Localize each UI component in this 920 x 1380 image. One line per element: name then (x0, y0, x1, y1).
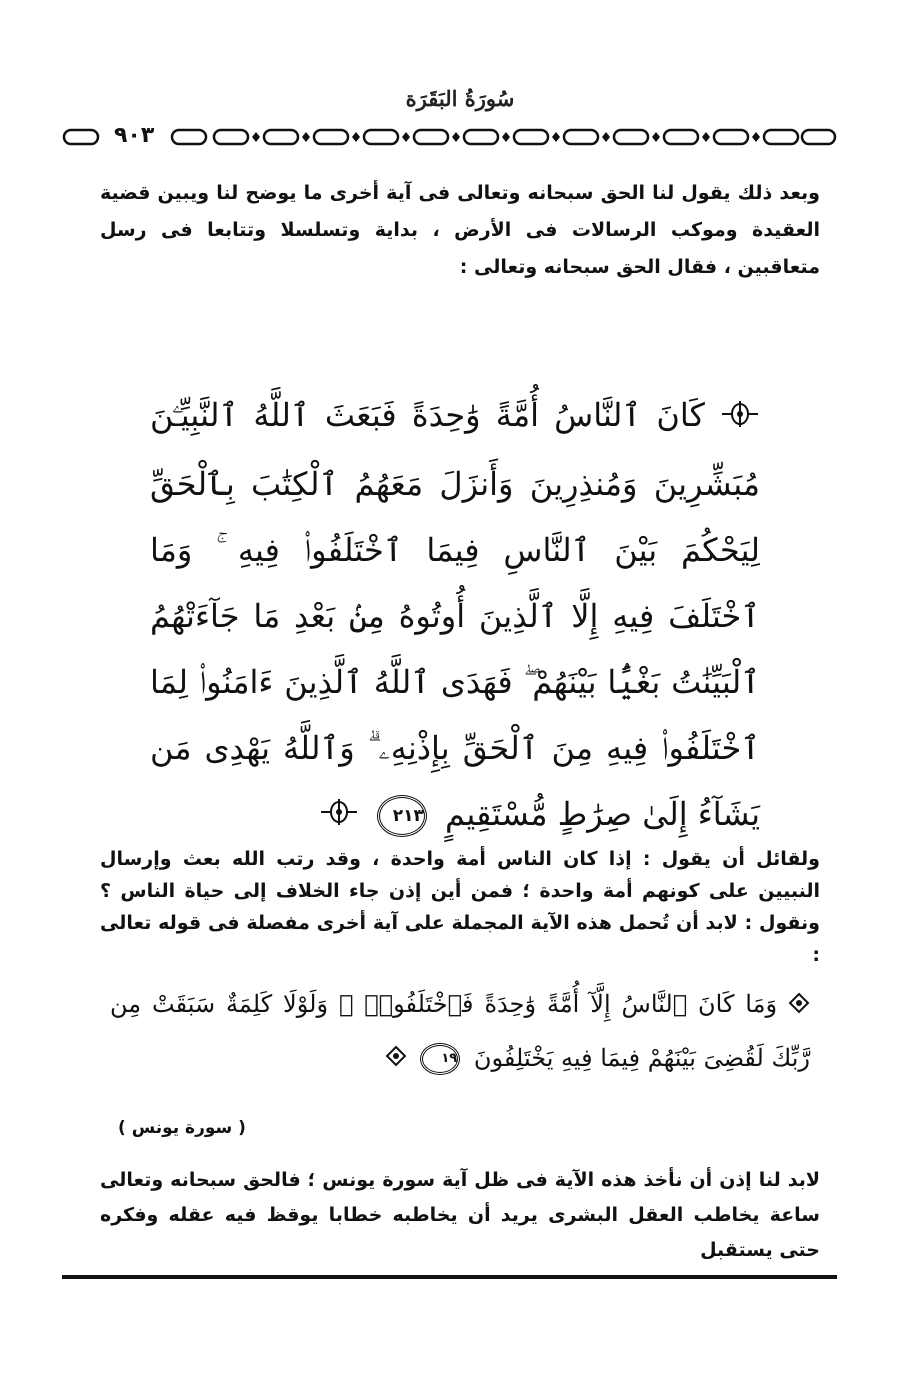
surah-title: سُورَةُ البَقَرَة (405, 86, 515, 111)
ayah-number-badge-secondary: ١٩ (420, 1043, 460, 1075)
quran-verse-secondary (110, 978, 810, 1085)
ayah-number-badge: ٢١٣ (377, 795, 427, 837)
verse2-open-ornament-icon (788, 980, 810, 1032)
conclusion-text: لابد لنا إذن أن نأخذ هذه الآية فى ظل آية سورة يونس ؛ فالحق سبحانه وتعالى ساعة يخاطب العقل البشرى يريد أن يخاطبه خطابا يوقظ فيه عقله وفكره حتى يستقبل (100, 1169, 820, 1261)
source-reference: ( سورة يونس ) (118, 1118, 246, 1138)
question-text: ولقائل أن يقول : إذا كان الناس أمة واحدة ، وقد رتب الله بعث وإرسال النبيين على كونهم أمة واحدة ؛ فمن أين إذن جاء الخلاف إلى حياة الناس ؟ ونقول : لابد أن تُحمل هذه الآية المجملة على آية أخرى مفصلة فى قوله تعالى : (100, 848, 820, 966)
verse-open-ornament-icon (720, 385, 760, 451)
quran-verse-main (150, 382, 760, 849)
ornamental-border (62, 122, 837, 152)
verse2-close-ornament-icon (385, 1033, 407, 1085)
intro-text: وبعد ذلك يقول لنا الحق سبحانه وتعالى فى آية أخرى ما يوضح لنا ويبين قضية العقيدة وموكب الرسالات فى الأرض ، بداية وتسلسلا وتتابعا فى رسل متعاقبين ، فقال الحق سبحانه وتعالى : (100, 182, 820, 278)
verse-close-ornament-icon (319, 783, 359, 849)
verse-main-text: كَانَ ٱلنَّاسُ أُمَّةً وَٰحِدَةً فَبَعَثَ ٱللَّهُ ٱلنَّبِيِّـۧنَ مُبَشِّرِينَ وَمُنذِرِينَ وَأَنزَلَ مَعَهُمُ ٱلْكِتَٰبَ بِٱلْحَقِّ لِيَحْكُمَ بَيْنَ ٱلنَّاسِ فِيمَا ٱخْتَلَفُوا۟ فِيهِ ۚ وَمَا ٱخْتَلَفَ فِيهِ إِلَّا ٱلَّذِينَ أُوتُوهُ مِنۢ بَعْدِ مَا جَآءَتْهُمُ ٱلْبَيِّنَٰتُ بَغْيًۢا بَيْنَهُمْ ۖ فَهَدَى ٱللَّهُ ٱلَّذِينَ ءَامَنُوا۟ لِمَا ٱخْتَلَفُوا۟ فِيهِ مِنَ ٱلْحَقِّ بِإِذْنِهِۦ ۗ وَٱللَّهُ يَهْدِى مَن يَشَآءُ إِلَىٰ صِرَٰطٍ مُّسْتَقِيمٍ (150, 396, 760, 833)
conclusion-paragraph (100, 1163, 820, 1268)
footer-rule (62, 1275, 837, 1279)
question-paragraph (100, 843, 820, 971)
verse-secondary-text: وَمَا كَانَ ٱلنَّاسُ إِلَّآ أُمَّةً وَٰحِدَةً فَٱخْتَلَفُوا۟ ۚ وَلَوْلَا كَلِمَةٌ سَبَقَتْ مِن رَّبِّكَ لَقُضِىَ بَيْنَهُمْ فِيمَا فِيهِ يَخْتَلِفُونَ (110, 990, 810, 1072)
page-number: ٩٠٣ (110, 122, 158, 150)
intro-paragraph (100, 175, 820, 286)
